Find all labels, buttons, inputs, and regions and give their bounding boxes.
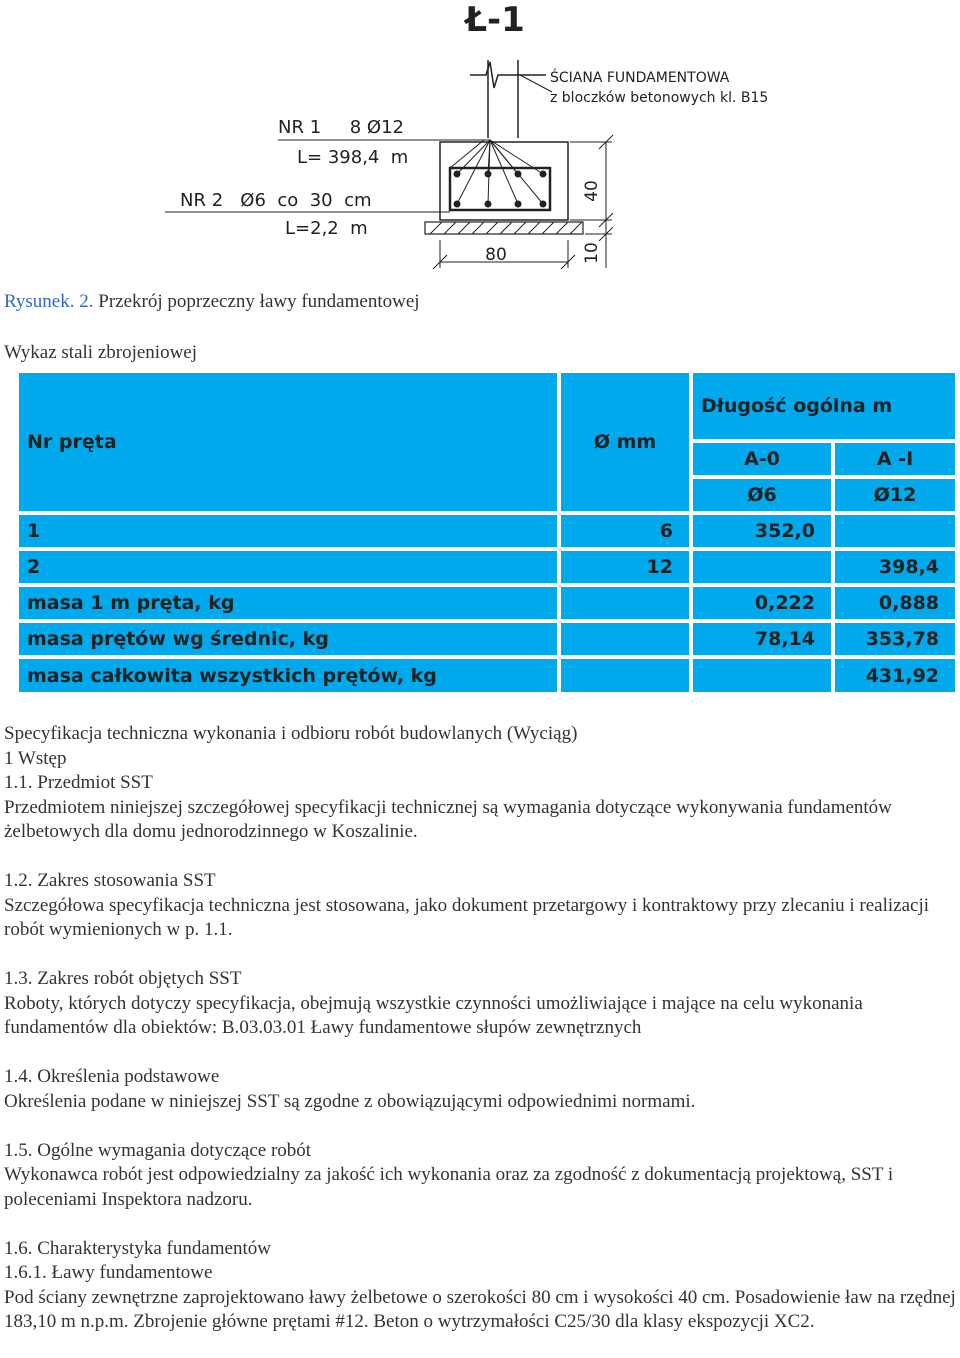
section-1-6-1-body: Pod ściany zewnętrzne zaprojektowano ławy żelbetowe o szerokości 80 cm i wysokości 40 cm. Posadowienie ław na rzędnej 183,10 m n.p.m. Zbrojenie główne prętami #12. Beton o wytrzymałości C25/30 dla klasy ekspozycji XC2. [4,1286,956,1332]
row-a0 [691,549,833,585]
section-1-5-body: Wykonawca robót jest odpowiedzialny za jakość ich wykonania oraz za zgodność z dokumentacją projektową, SST i poleceniami Inspektora nadzoru. [4,1164,894,1210]
row-diameter [559,621,691,657]
section-1-1-body: Przedmiotem niniejszej szczegółowej specyfikacji technicznej są wymagania dotyczące wykonywania fundamentów żelbetowych dla domu jednorodzinnego w Koszalinie. [4,796,892,842]
row-diameter [559,657,691,694]
figure-caption [4,290,420,314]
row-diameter: 12 [559,549,691,585]
wall-label-line2: z bloczków betonowych kl. B15 [550,90,769,106]
section-1-3-body: Roboty, których dotyczy specyfikacja, obejmują wszystkie czynności umożliwiające i mające na celu wykonania fundamentów dla obiektów: B.03.03.01 Ławy fundamentowe słupów zewnętrznych [4,992,863,1038]
section-1-4-title: 1.4. Określenia podstawowe [4,1066,220,1087]
row-label: masa 1 m pręta, kg [17,585,559,621]
header-length: Długość ogólna m [691,371,957,441]
header-diameter: Ø mm [559,371,691,513]
dim-height: 40 [582,180,602,202]
row-a1: 431,92 [833,657,957,694]
row-label: masa prętów wg średnic, kg [17,621,559,657]
table-row [17,657,957,694]
table-row [17,621,957,657]
section-1-1-title: 1.1. Przedmiot SST [4,772,153,793]
specification-text [4,722,956,1335]
section-1-2-title: 1.2. Zakres stosowania SST [4,870,216,891]
figure-caption-text: Przekrój poprzeczny ławy fundamentowej [93,291,420,312]
bar1-label-line1: NR 1 8 Ø12 [278,117,404,138]
section-1-3-title: 1.3. Zakres robót objętych SST [4,968,242,989]
drawing-title: Ł-1 [465,0,525,40]
header-d12: Ø12 [833,477,957,513]
section-1-2-body: Szczegółowa specyfikacja techniczna jest stosowana, jako dokument przetargowy i kontraktowy przy zlecaniu i realizacji robót wymienionych w p. 1.1. [4,894,930,940]
figure-caption-label: Rysunek. 2. [4,291,94,312]
foundation-cross-section-drawing [0,0,960,285]
bar1-label-line2: L= 398,4 m [297,147,409,168]
dim-base: 10 [582,242,602,264]
steel-list-heading: Wykaz stali zbrojeniowej [4,342,198,363]
header-a0: A-0 [691,441,833,477]
row-a1: 0,888 [833,585,957,621]
steel-reinforcement-table [15,369,959,696]
row-a0 [691,657,833,694]
row-label: masa całkowita wszystkich prętów, kg [17,657,559,694]
row-a0: 0,222 [691,585,833,621]
table-row [17,513,957,549]
row-a1: 398,4 [833,549,957,585]
spec-title: Specyfikacja techniczna wykonania i odbioru robót budowlanych (Wyciąg) [4,723,578,744]
section-1-5-title: 1.5. Ogólne wymagania dotyczące robót [4,1139,312,1161]
section-1-6-title: 1.6. Charakterystyka fundamentów [4,1237,271,1259]
table-row [17,585,957,621]
row-a0: 352,0 [691,513,833,549]
section-1-4-body: Określenia podane w niniejszej SST są zgodne z obowiązującymi odpowiednimi normami. [4,1090,696,1112]
header-a1: A -I [833,441,957,477]
row-diameter [559,585,691,621]
row-a1: 353,78 [833,621,957,657]
row-a0: 78,14 [691,621,833,657]
bar2-label-line1: NR 2 Ø6 co 30 cm [180,190,372,211]
row-label: 1 [17,513,559,549]
section-1-title: 1 Wstęp [4,747,67,769]
row-diameter: 6 [559,513,691,549]
header-d6: Ø6 [691,477,833,513]
table-row [17,549,957,585]
bar2-label-line2: L=2,2 m [285,218,368,239]
dim-width: 80 [485,245,507,265]
header-nr: Nr pręta [17,371,559,513]
section-1-6-1-title: 1.6.1. Ławy fundamentowe [4,1262,213,1283]
row-a1 [833,513,957,549]
row-label: 2 [17,549,559,585]
wall-label-line1: ŚCIANA FUNDAMENTOWA [550,70,730,86]
